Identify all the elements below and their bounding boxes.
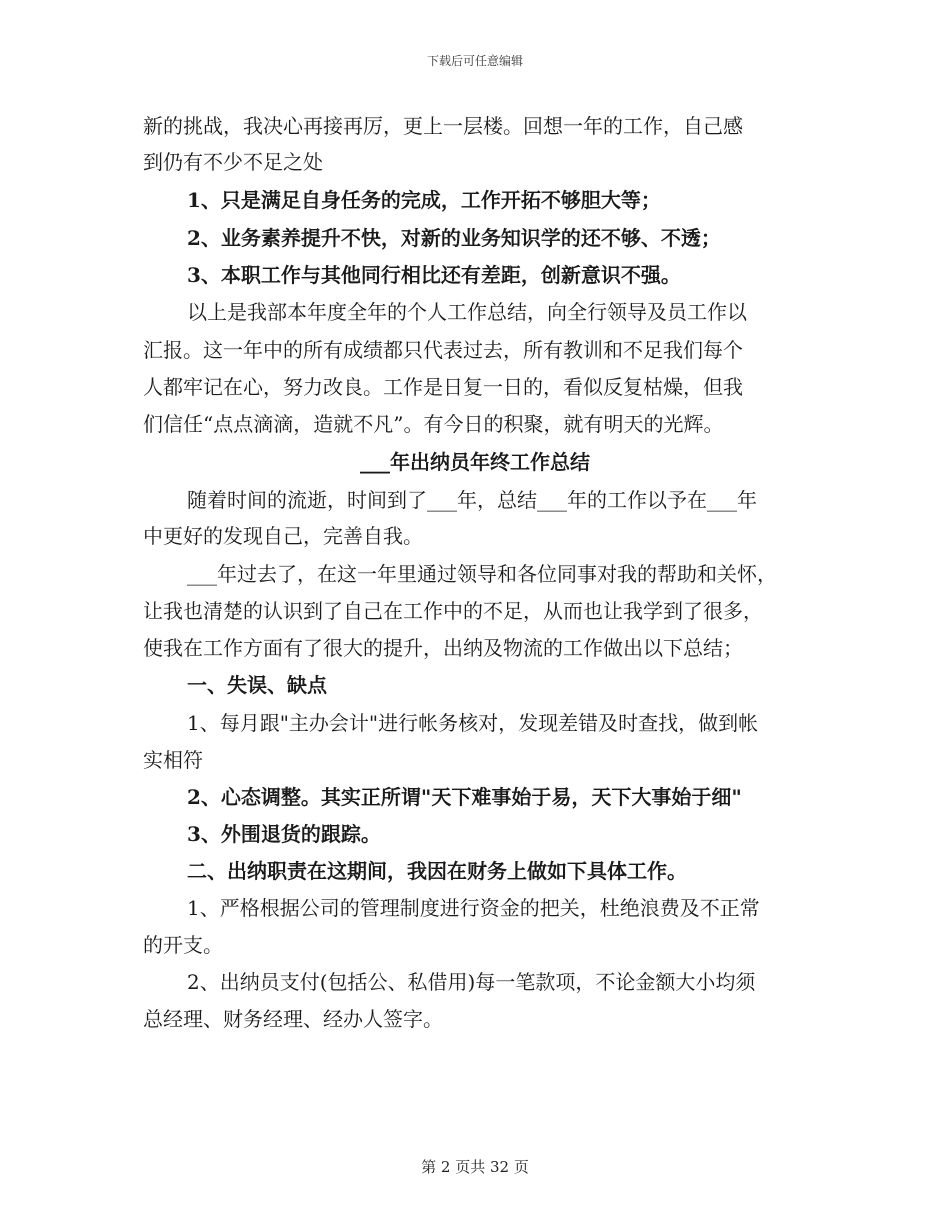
paragraph-line: 随着时间的流逝，时间到了___年，总结___年的工作以予在___年 bbox=[187, 488, 757, 512]
list-item: 2、业务素养提升不快，对新的业务知识学的还不够、不透； bbox=[187, 226, 721, 250]
paragraph-line: 的开支。 bbox=[143, 933, 223, 957]
page-header: 下载后可任意编辑 bbox=[426, 54, 523, 68]
paragraph-line: 1、严格根据公司的管理制度进行资金的把关，杜绝浪费及不正常 bbox=[187, 896, 760, 920]
paragraph-line: 1、每月跟"主办会计"进行帐务核对，发现差错及时查找，做到帐 bbox=[187, 711, 759, 735]
list-item: 2、心态调整。其实正所谓"天下难事始于易，天下大事始于细" bbox=[187, 785, 742, 809]
page-footer: 第 2 页共 32 页 bbox=[421, 1158, 529, 1176]
paragraph-line: ___年过去了，在这一年里通过领导和各位同事对我的帮助和关怀， bbox=[187, 562, 777, 586]
paragraph-line: 人都牢记在心，努力改良。工作是日复一日的，看似反复枯燥，但我 bbox=[143, 375, 743, 399]
section-heading: 二、出纳职责在这期间，我因在财务上做如下具体工作。 bbox=[187, 859, 687, 883]
paragraph-line: 实相符 bbox=[143, 748, 203, 772]
paragraph-line: 以上是我部本年度全年的个人工作总结，向全行领导及员工作以 bbox=[187, 300, 747, 324]
paragraph-line: 2、出纳员支付(包括公、私借用)每一笔款项，不论金额大小均须 bbox=[187, 970, 756, 994]
paragraph-line: 们信任“点点滴滴，造就不凡”。有今日的积聚，就有明天的光辉。 bbox=[143, 412, 724, 436]
list-item: 3、外围退货的跟踪。 bbox=[187, 822, 381, 846]
paragraph-line: 到仍有不少不足之处 bbox=[143, 150, 323, 174]
list-item: 1、只是满足自身任务的完成，工作开拓不够胆大等； bbox=[187, 188, 661, 212]
paragraph-line: 汇报。这一年中的所有成绩都只代表过去，所有教训和不足我们每个 bbox=[143, 338, 743, 362]
paragraph-line: 使我在工作方面有了很大的提升，出纳及物流的工作做出以下总结； bbox=[143, 636, 743, 660]
section-title: ___年出纳员年终工作总结 bbox=[360, 450, 590, 474]
paragraph-line: 总经理、财务经理、经办人签字。 bbox=[143, 1007, 443, 1031]
paragraph-line: 让我也清楚的认识到了自己在工作中的不足，从而也让我学到了很多， bbox=[143, 599, 763, 623]
section-heading: 一、失误、缺点 bbox=[187, 673, 327, 697]
paragraph-line: 中更好的发现自己，完善自我。 bbox=[143, 524, 423, 548]
list-item: 3、本职工作与其他同行相比还有差距，创新意识不强。 bbox=[187, 263, 681, 287]
paragraph-line: 新的挑战，我决心再接再厉，更上一层楼。回想一年的工作，自己感 bbox=[143, 114, 743, 138]
